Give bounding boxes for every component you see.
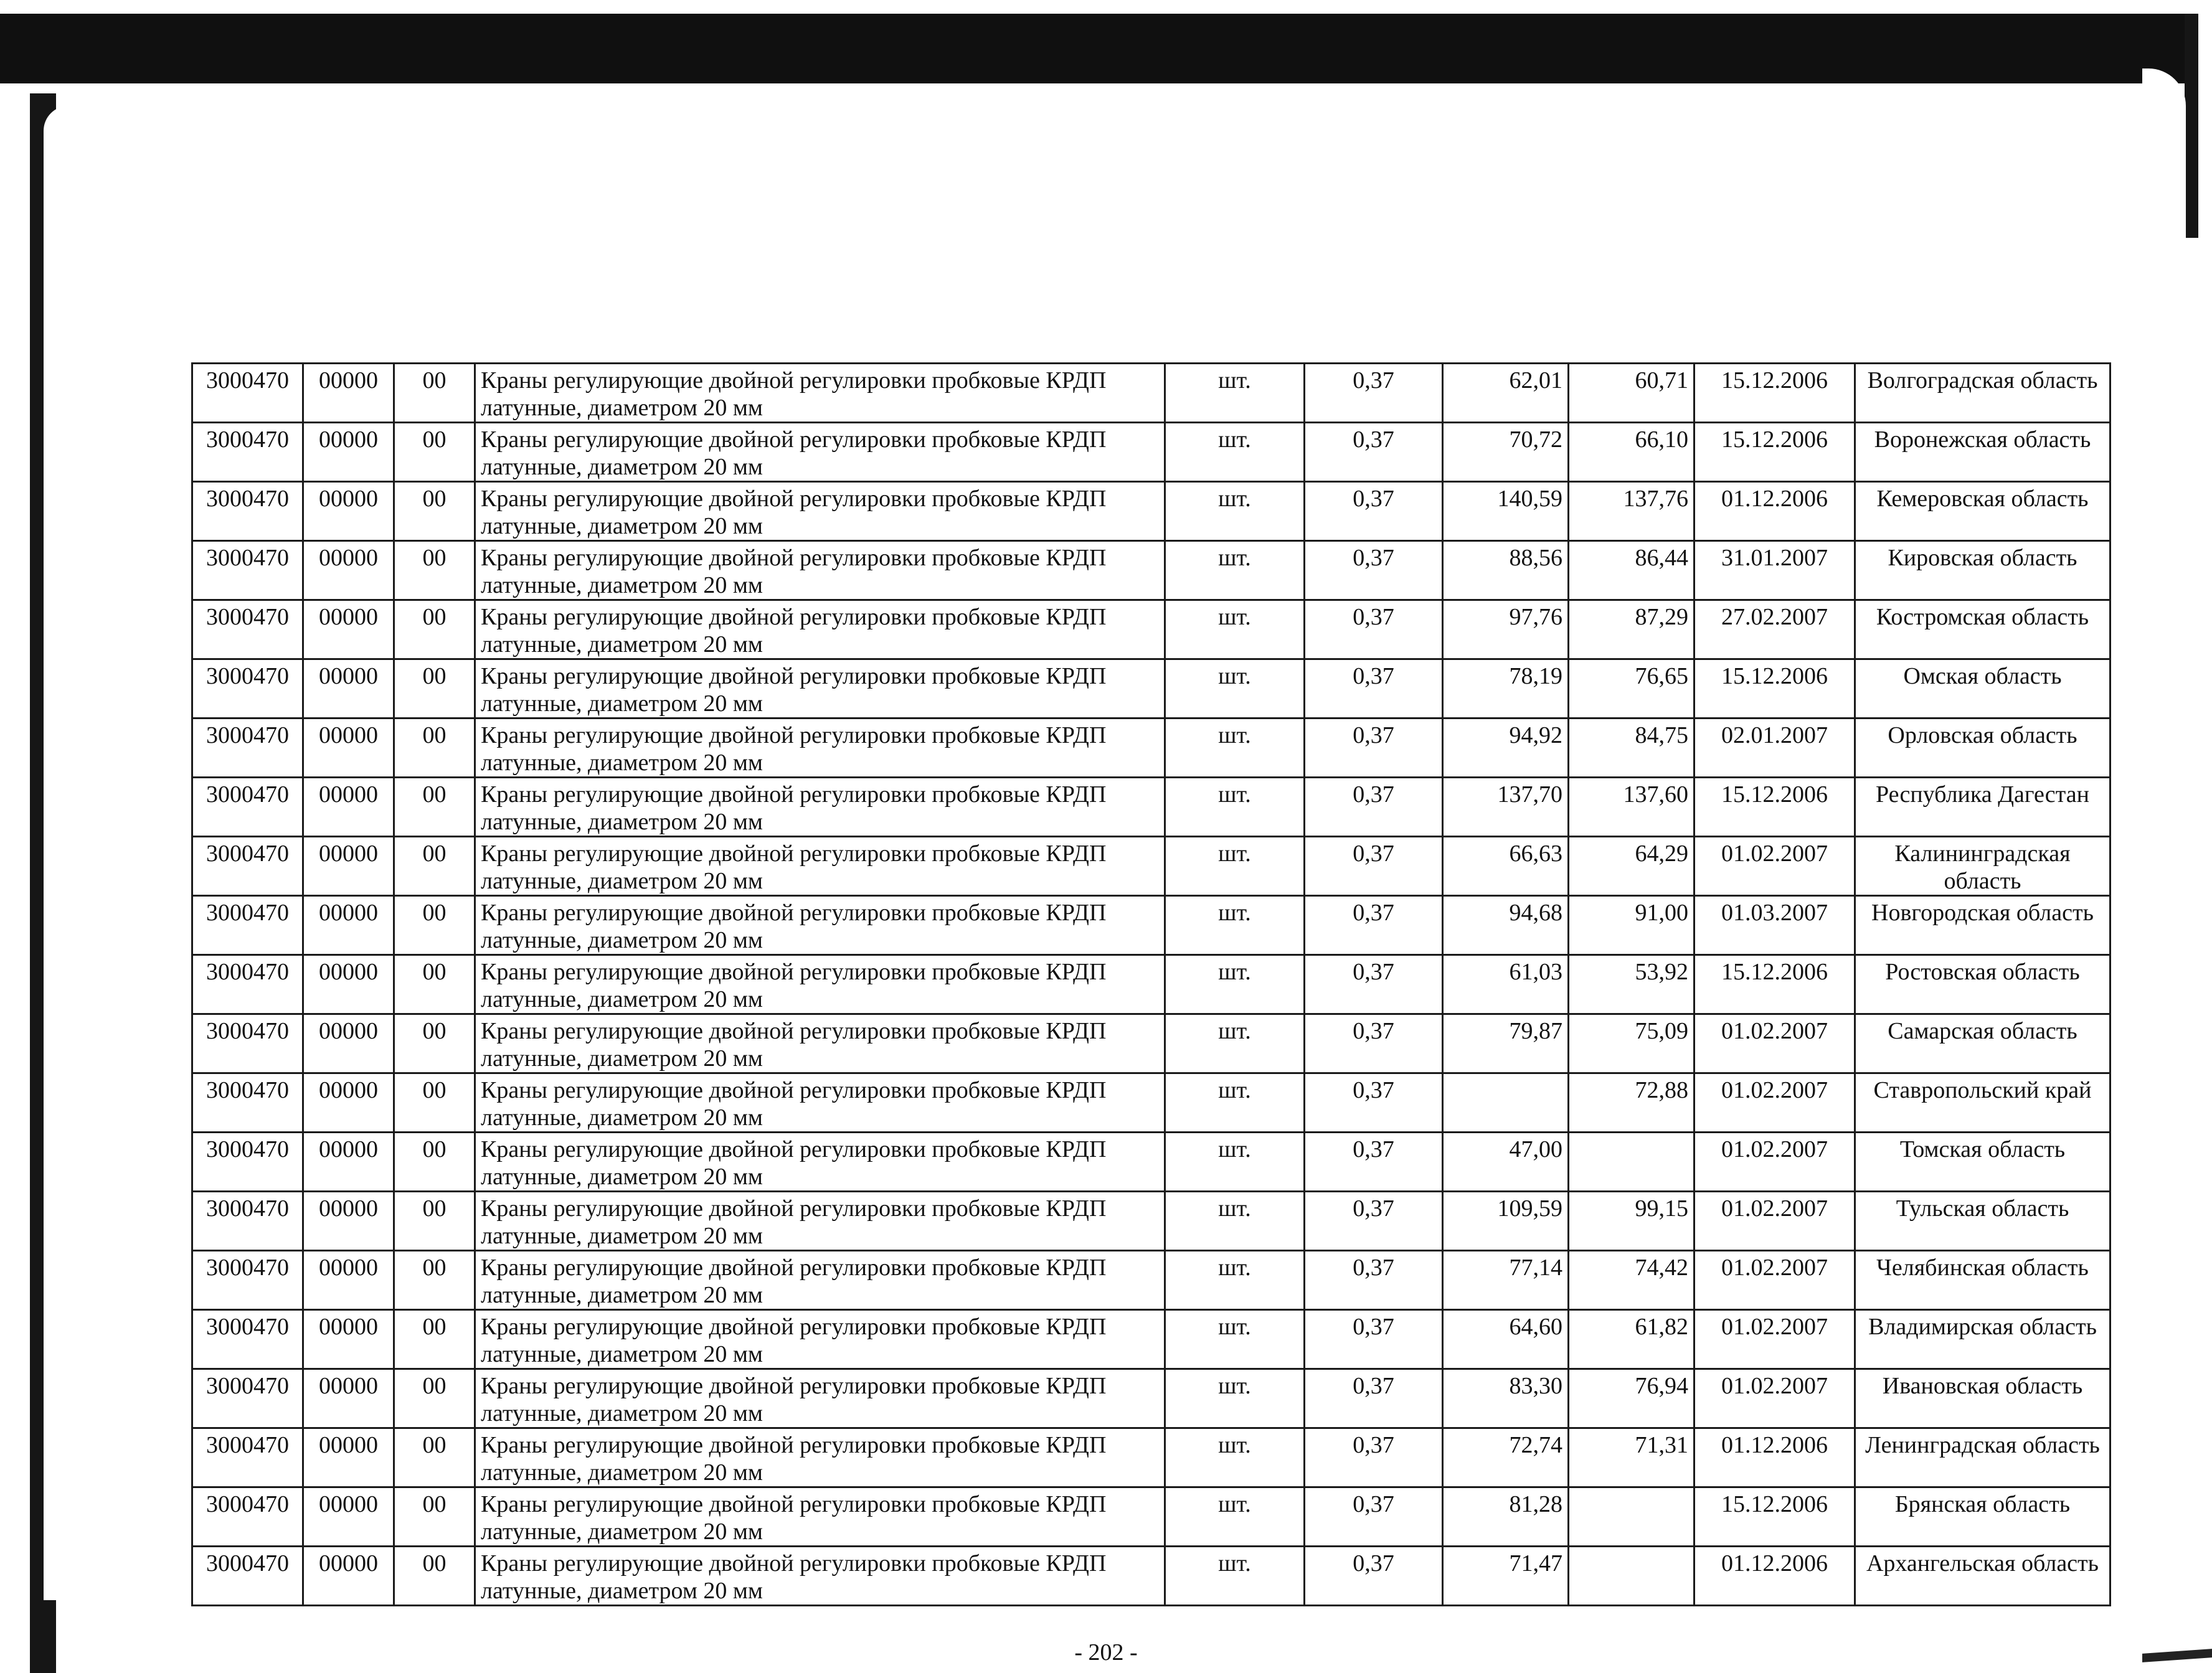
cell-subcode: 00000 <box>303 1369 394 1428</box>
cell-quantity: 0,37 <box>1305 1251 1443 1310</box>
cell-item-name: Краны регулирующие двойной регулировки пробковые КРДП латунные, диаметром 20 мм <box>475 1369 1165 1428</box>
cell-price-2 <box>1569 1487 1694 1547</box>
price-table <box>191 362 2111 1606</box>
cell-date: 01.02.2007 <box>1694 1133 1855 1192</box>
table-row <box>192 1487 2110 1547</box>
table-row <box>192 955 2110 1014</box>
cell-date: 15.12.2006 <box>1694 1487 1855 1547</box>
cell-price-1: 94,92 <box>1443 719 1569 778</box>
cell-suffix: 00 <box>394 896 475 955</box>
cell-resource-code: 3000470 <box>192 423 303 482</box>
cell-price-1: 77,14 <box>1443 1251 1569 1310</box>
cell-quantity: 0,37 <box>1305 1310 1443 1369</box>
cell-suffix: 00 <box>394 1251 475 1310</box>
cell-price-2: 53,92 <box>1569 955 1694 1014</box>
cell-resource-code: 3000470 <box>192 955 303 1014</box>
cell-item-name: Краны регулирующие двойной регулировки пробковые КРДП латунные, диаметром 20 мм <box>475 1014 1165 1073</box>
cell-resource-code: 3000470 <box>192 1487 303 1547</box>
cell-price-2: 61,82 <box>1569 1310 1694 1369</box>
cell-region: Омская область <box>1855 659 2110 719</box>
cell-suffix: 00 <box>394 1014 475 1073</box>
table-row <box>192 1310 2110 1369</box>
cell-suffix: 00 <box>394 423 475 482</box>
cell-item-name: Краны регулирующие двойной регулировки пробковые КРДП латунные, диаметром 20 мм <box>475 896 1165 955</box>
cell-suffix: 00 <box>394 1487 475 1547</box>
cell-suffix: 00 <box>394 778 475 837</box>
table-row <box>192 659 2110 719</box>
cell-date: 02.01.2007 <box>1694 719 1855 778</box>
cell-resource-code: 3000470 <box>192 1428 303 1487</box>
cell-price-2: 71,31 <box>1569 1428 1694 1487</box>
cell-region: Челябинская область <box>1855 1251 2110 1310</box>
table-row <box>192 1192 2110 1251</box>
cell-subcode: 00000 <box>303 1428 394 1487</box>
cell-unit: шт. <box>1165 955 1305 1014</box>
cell-item-name: Краны регулирующие двойной регулировки пробковые КРДП латунные, диаметром 20 мм <box>475 659 1165 719</box>
cell-price-2: 137,76 <box>1569 482 1694 541</box>
cell-quantity: 0,37 <box>1305 541 1443 600</box>
cell-item-name: Краны регулирующие двойной регулировки пробковые КРДП латунные, диаметром 20 мм <box>475 1487 1165 1547</box>
cell-price-1: 97,76 <box>1443 600 1569 659</box>
cell-price-1: 78,19 <box>1443 659 1569 719</box>
cell-region: Воронежская область <box>1855 423 2110 482</box>
cell-subcode: 00000 <box>303 364 394 423</box>
cell-region: Томская область <box>1855 1133 2110 1192</box>
table-row <box>192 1133 2110 1192</box>
table-row <box>192 1073 2110 1133</box>
cell-quantity: 0,37 <box>1305 482 1443 541</box>
cell-price-2: 84,75 <box>1569 719 1694 778</box>
cell-resource-code: 3000470 <box>192 482 303 541</box>
cell-quantity: 0,37 <box>1305 1192 1443 1251</box>
table-row <box>192 1547 2110 1606</box>
cell-resource-code: 3000470 <box>192 1310 303 1369</box>
cell-subcode: 00000 <box>303 1014 394 1073</box>
cell-unit: шт. <box>1165 1133 1305 1192</box>
cell-subcode: 00000 <box>303 955 394 1014</box>
cell-region: Кировская область <box>1855 541 2110 600</box>
cell-region: Владимирская область <box>1855 1310 2110 1369</box>
table-row <box>192 364 2110 423</box>
cell-price-1: 109,59 <box>1443 1192 1569 1251</box>
cell-subcode: 00000 <box>303 1487 394 1547</box>
cell-price-1: 94,68 <box>1443 896 1569 955</box>
cell-quantity: 0,37 <box>1305 364 1443 423</box>
table-row <box>192 1251 2110 1310</box>
table-row <box>192 1369 2110 1428</box>
cell-subcode: 00000 <box>303 423 394 482</box>
cell-region: Брянская область <box>1855 1487 2110 1547</box>
cell-item-name: Краны регулирующие двойной регулировки пробковые КРДП латунные, диаметром 20 мм <box>475 482 1165 541</box>
cell-subcode: 00000 <box>303 719 394 778</box>
cell-region: Тульская область <box>1855 1192 2110 1251</box>
cell-price-1: 66,63 <box>1443 837 1569 896</box>
cell-price-1: 61,03 <box>1443 955 1569 1014</box>
table-row <box>192 482 2110 541</box>
cell-resource-code: 3000470 <box>192 1133 303 1192</box>
cell-quantity: 0,37 <box>1305 423 1443 482</box>
cell-region: Кемеровская область <box>1855 482 2110 541</box>
cell-date: 27.02.2007 <box>1694 600 1855 659</box>
cell-unit: шт. <box>1165 1014 1305 1073</box>
cell-suffix: 00 <box>394 1133 475 1192</box>
cell-suffix: 00 <box>394 1073 475 1133</box>
cell-subcode: 00000 <box>303 1073 394 1133</box>
cell-unit: шт. <box>1165 1487 1305 1547</box>
cell-suffix: 00 <box>394 659 475 719</box>
cell-subcode: 00000 <box>303 778 394 837</box>
cell-price-1 <box>1443 1073 1569 1133</box>
cell-price-2: 91,00 <box>1569 896 1694 955</box>
cell-unit: шт. <box>1165 1073 1305 1133</box>
cell-region: Костромская область <box>1855 600 2110 659</box>
cell-price-2: 72,88 <box>1569 1073 1694 1133</box>
cell-price-1: 70,72 <box>1443 423 1569 482</box>
cell-unit: шт. <box>1165 1547 1305 1606</box>
cell-price-2 <box>1569 1133 1694 1192</box>
cell-subcode: 00000 <box>303 482 394 541</box>
cell-suffix: 00 <box>394 1310 475 1369</box>
cell-subcode: 00000 <box>303 541 394 600</box>
cell-price-1: 140,59 <box>1443 482 1569 541</box>
scan-page-edge <box>44 83 2161 98</box>
scan-edge-top <box>0 14 2198 83</box>
cell-item-name: Краны регулирующие двойной регулировки пробковые КРДП латунные, диаметром 20 мм <box>475 1192 1165 1251</box>
cell-subcode: 00000 <box>303 837 394 896</box>
cell-item-name: Краны регулирующие двойной регулировки пробковые КРДП латунные, диаметром 20 мм <box>475 1310 1165 1369</box>
cell-unit: шт. <box>1165 1369 1305 1428</box>
cell-date: 15.12.2006 <box>1694 955 1855 1014</box>
cell-quantity: 0,37 <box>1305 1133 1443 1192</box>
cell-unit: шт. <box>1165 482 1305 541</box>
cell-item-name: Краны регулирующие двойной регулировки пробковые КРДП латунные, диаметром 20 мм <box>475 1133 1165 1192</box>
cell-item-name: Краны регулирующие двойной регулировки пробковые КРДП латунные, диаметром 20 мм <box>475 837 1165 896</box>
cell-suffix: 00 <box>394 1192 475 1251</box>
cell-date: 31.01.2007 <box>1694 541 1855 600</box>
cell-quantity: 0,37 <box>1305 837 1443 896</box>
cell-unit: шт. <box>1165 837 1305 896</box>
cell-resource-code: 3000470 <box>192 541 303 600</box>
cell-region: Орловская область <box>1855 719 2110 778</box>
cell-subcode: 00000 <box>303 659 394 719</box>
cell-item-name: Краны регулирующие двойной регулировки пробковые КРДП латунные, диаметром 20 мм <box>475 778 1165 837</box>
cell-price-1: 72,74 <box>1443 1428 1569 1487</box>
cell-subcode: 00000 <box>303 1547 394 1606</box>
cell-suffix: 00 <box>394 719 475 778</box>
cell-region: Калининградская область <box>1855 837 2110 896</box>
table-row <box>192 837 2110 896</box>
cell-date: 01.02.2007 <box>1694 1251 1855 1310</box>
cell-unit: шт. <box>1165 778 1305 837</box>
cell-item-name: Краны регулирующие двойной регулировки пробковые КРДП латунные, диаметром 20 мм <box>475 1251 1165 1310</box>
cell-resource-code: 3000470 <box>192 778 303 837</box>
cell-unit: шт. <box>1165 1310 1305 1369</box>
cell-price-1: 64,60 <box>1443 1310 1569 1369</box>
cell-price-1: 137,70 <box>1443 778 1569 837</box>
cell-quantity: 0,37 <box>1305 659 1443 719</box>
cell-date: 15.12.2006 <box>1694 423 1855 482</box>
cell-date: 01.12.2006 <box>1694 1428 1855 1487</box>
cell-price-2: 66,10 <box>1569 423 1694 482</box>
cell-price-2: 99,15 <box>1569 1192 1694 1251</box>
cell-suffix: 00 <box>394 482 475 541</box>
cell-resource-code: 3000470 <box>192 1369 303 1428</box>
price-table-body <box>192 364 2110 1606</box>
cell-date: 15.12.2006 <box>1694 659 1855 719</box>
cell-price-1: 88,56 <box>1443 541 1569 600</box>
cell-date: 01.02.2007 <box>1694 1192 1855 1251</box>
table-row <box>192 1428 2110 1487</box>
cell-subcode: 00000 <box>303 1133 394 1192</box>
cell-quantity: 0,37 <box>1305 896 1443 955</box>
table-row <box>192 778 2110 837</box>
cell-quantity: 0,37 <box>1305 1547 1443 1606</box>
cell-region: Ивановская область <box>1855 1369 2110 1428</box>
cell-resource-code: 3000470 <box>192 1251 303 1310</box>
cell-item-name: Краны регулирующие двойной регулировки пробковые КРДП латунные, диаметром 20 мм <box>475 719 1165 778</box>
table-row <box>192 719 2110 778</box>
cell-suffix: 00 <box>394 364 475 423</box>
cell-quantity: 0,37 <box>1305 1428 1443 1487</box>
cell-date: 01.02.2007 <box>1694 1369 1855 1428</box>
cell-resource-code: 3000470 <box>192 364 303 423</box>
cell-price-2: 75,09 <box>1569 1014 1694 1073</box>
scan-edge-right <box>2185 14 2198 238</box>
cell-quantity: 0,37 <box>1305 778 1443 837</box>
cell-suffix: 00 <box>394 541 475 600</box>
cell-price-1: 62,01 <box>1443 364 1569 423</box>
cell-resource-code: 3000470 <box>192 600 303 659</box>
cell-suffix: 00 <box>394 1547 475 1606</box>
cell-item-name: Краны регулирующие двойной регулировки пробковые КРДП латунные, диаметром 20 мм <box>475 1547 1165 1606</box>
cell-unit: шт. <box>1165 896 1305 955</box>
cell-region: Ленинградская область <box>1855 1428 2110 1487</box>
cell-unit: шт. <box>1165 541 1305 600</box>
cell-date: 01.02.2007 <box>1694 1073 1855 1133</box>
cell-unit: шт. <box>1165 1251 1305 1310</box>
cell-item-name: Краны регулирующие двойной регулировки пробковые КРДП латунные, диаметром 20 мм <box>475 541 1165 600</box>
cell-quantity: 0,37 <box>1305 1487 1443 1547</box>
table-row <box>192 1014 2110 1073</box>
cell-suffix: 00 <box>394 837 475 896</box>
cell-date: 01.02.2007 <box>1694 1014 1855 1073</box>
cell-price-2: 76,65 <box>1569 659 1694 719</box>
table-row <box>192 896 2110 955</box>
cell-date: 01.12.2006 <box>1694 482 1855 541</box>
cell-item-name: Краны регулирующие двойной регулировки пробковые КРДП латунные, диаметром 20 мм <box>475 1428 1165 1487</box>
cell-item-name: Краны регулирующие двойной регулировки пробковые КРДП латунные, диаметром 20 мм <box>475 600 1165 659</box>
cell-date: 01.02.2007 <box>1694 837 1855 896</box>
cell-region: Ставропольский край <box>1855 1073 2110 1133</box>
cell-subcode: 00000 <box>303 896 394 955</box>
cell-resource-code: 3000470 <box>192 719 303 778</box>
cell-price-2: 86,44 <box>1569 541 1694 600</box>
cell-price-1: 79,87 <box>1443 1014 1569 1073</box>
page-number: - 202 - <box>1074 1639 1138 1666</box>
cell-region: Архангельская область <box>1855 1547 2110 1606</box>
cell-quantity: 0,37 <box>1305 955 1443 1014</box>
cell-resource-code: 3000470 <box>192 659 303 719</box>
cell-unit: шт. <box>1165 1428 1305 1487</box>
cell-date: 01.02.2007 <box>1694 1310 1855 1369</box>
table-row <box>192 541 2110 600</box>
cell-suffix: 00 <box>394 955 475 1014</box>
cell-region: Республика Дагестан <box>1855 778 2110 837</box>
cell-region: Ростовская область <box>1855 955 2110 1014</box>
cell-quantity: 0,37 <box>1305 1073 1443 1133</box>
cell-date: 15.12.2006 <box>1694 778 1855 837</box>
cell-unit: шт. <box>1165 659 1305 719</box>
cell-price-2: 137,60 <box>1569 778 1694 837</box>
cell-unit: шт. <box>1165 600 1305 659</box>
cell-quantity: 0,37 <box>1305 1369 1443 1428</box>
cell-date: 01.12.2006 <box>1694 1547 1855 1606</box>
cell-price-2: 74,42 <box>1569 1251 1694 1310</box>
cell-item-name: Краны регулирующие двойной регулировки пробковые КРДП латунные, диаметром 20 мм <box>475 955 1165 1014</box>
cell-date: 15.12.2006 <box>1694 364 1855 423</box>
scan-page-edge-left <box>44 106 69 1600</box>
cell-subcode: 00000 <box>303 1192 394 1251</box>
cell-quantity: 0,37 <box>1305 719 1443 778</box>
cell-price-1: 47,00 <box>1443 1133 1569 1192</box>
cell-unit: шт. <box>1165 719 1305 778</box>
cell-price-2 <box>1569 1547 1694 1606</box>
table-row <box>192 423 2110 482</box>
cell-price-2: 64,29 <box>1569 837 1694 896</box>
cell-quantity: 0,37 <box>1305 1014 1443 1073</box>
cell-price-2: 76,94 <box>1569 1369 1694 1428</box>
cell-suffix: 00 <box>394 1428 475 1487</box>
cell-price-2: 60,71 <box>1569 364 1694 423</box>
cell-price-1: 81,28 <box>1443 1487 1569 1547</box>
cell-resource-code: 3000470 <box>192 1014 303 1073</box>
cell-subcode: 00000 <box>303 1310 394 1369</box>
cell-resource-code: 3000470 <box>192 896 303 955</box>
table-row <box>192 600 2110 659</box>
cell-region: Волгоградская область <box>1855 364 2110 423</box>
cell-subcode: 00000 <box>303 600 394 659</box>
cell-resource-code: 3000470 <box>192 1547 303 1606</box>
cell-unit: шт. <box>1165 1192 1305 1251</box>
cell-quantity: 0,37 <box>1305 600 1443 659</box>
cell-region: Новгородская область <box>1855 896 2110 955</box>
cell-resource-code: 3000470 <box>192 1073 303 1133</box>
cell-date: 01.03.2007 <box>1694 896 1855 955</box>
cell-suffix: 00 <box>394 600 475 659</box>
cell-price-1: 71,47 <box>1443 1547 1569 1606</box>
cell-resource-code: 3000470 <box>192 1192 303 1251</box>
cell-suffix: 00 <box>394 1369 475 1428</box>
scan-page-edge-right <box>2142 68 2186 243</box>
cell-region: Самарская область <box>1855 1014 2110 1073</box>
cell-unit: шт. <box>1165 364 1305 423</box>
cell-item-name: Краны регулирующие двойной регулировки пробковые КРДП латунные, диаметром 20 мм <box>475 423 1165 482</box>
cell-item-name: Краны регулирующие двойной регулировки пробковые КРДП латунные, диаметром 20 мм <box>475 364 1165 423</box>
cell-item-name: Краны регулирующие двойной регулировки пробковые КРДП латунные, диаметром 20 мм <box>475 1073 1165 1133</box>
cell-resource-code: 3000470 <box>192 837 303 896</box>
cell-unit: шт. <box>1165 423 1305 482</box>
cell-price-2: 87,29 <box>1569 600 1694 659</box>
cell-price-1: 83,30 <box>1443 1369 1569 1428</box>
cell-subcode: 00000 <box>303 1251 394 1310</box>
